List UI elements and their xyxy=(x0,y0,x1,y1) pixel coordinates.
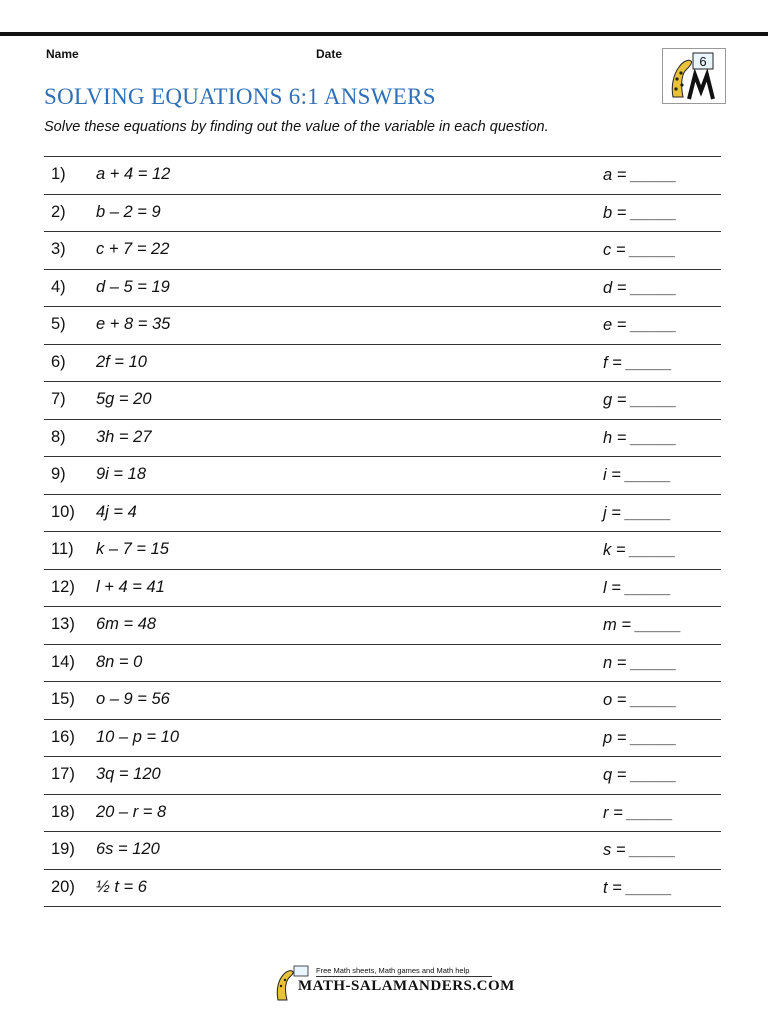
answer-blank: f = _____ xyxy=(603,353,673,372)
answer-blank: c = _____ xyxy=(603,241,676,259)
question-equation: 6s = 120 xyxy=(96,840,160,858)
page-title: SOLVING EQUATIONS 6:1 ANSWERS xyxy=(44,84,436,109)
answer-blank: q = _____ xyxy=(603,766,677,784)
answer-blank: g = _____ xyxy=(603,391,677,409)
question-equation: d – 5 = 19 xyxy=(96,277,170,296)
question-number: 20) xyxy=(51,877,75,896)
question-equation: 8n = 0 xyxy=(96,652,143,671)
question-row xyxy=(44,869,721,908)
question-number: 9) xyxy=(51,465,66,483)
question-row xyxy=(44,569,721,607)
question-equation: o – 9 = 56 xyxy=(96,690,170,708)
answer-blank: s = _____ xyxy=(603,841,676,859)
question-row xyxy=(44,231,721,269)
question-number: 8) xyxy=(51,427,66,446)
question-equation: 4j = 4 xyxy=(96,502,137,521)
question-number: 5) xyxy=(51,315,66,333)
question-row xyxy=(44,719,721,757)
question-row xyxy=(44,531,721,569)
question-row xyxy=(44,644,721,682)
question-equation: 3q = 120 xyxy=(96,765,161,783)
question-number: 11) xyxy=(51,540,74,558)
logo-grade: 6 xyxy=(699,54,707,69)
question-number: 3) xyxy=(51,240,66,258)
question-equation: ½ t = 6 xyxy=(96,877,147,896)
question-number: 12) xyxy=(51,577,75,596)
answer-blank: p = _____ xyxy=(603,728,677,747)
answer-blank: r = _____ xyxy=(603,803,674,822)
question-list xyxy=(44,156,721,907)
question-row xyxy=(44,831,721,869)
question-equation: 6m = 48 xyxy=(96,615,157,633)
question-number: 2) xyxy=(51,202,66,221)
footer-tagline: Free Math sheets, Math games and Math help xyxy=(316,966,470,975)
question-number: 18) xyxy=(51,802,75,821)
footer-site: MATH-SALAMANDERS.COM xyxy=(298,978,515,994)
question-number: 16) xyxy=(51,727,75,746)
question-number: 15) xyxy=(51,690,75,708)
footer-divider xyxy=(316,976,492,977)
question-row xyxy=(44,156,721,194)
question-equation: a + 4 = 12 xyxy=(96,165,171,183)
question-equation: 20 – r = 8 xyxy=(96,802,167,821)
question-row xyxy=(44,681,721,719)
answer-blank: b = _____ xyxy=(603,203,677,222)
top-rule xyxy=(0,32,768,36)
question-number: 7) xyxy=(51,390,66,408)
question-equation: l + 4 = 41 xyxy=(96,577,165,596)
answer-blank: e = _____ xyxy=(603,316,677,334)
question-row xyxy=(44,756,721,794)
question-row xyxy=(44,381,721,419)
question-number: 13) xyxy=(51,615,75,633)
answer-blank: a = _____ xyxy=(603,166,677,184)
question-number: 19) xyxy=(51,840,75,858)
question-row xyxy=(44,606,721,644)
answer-blank: l = _____ xyxy=(603,578,672,597)
answer-blank: h = _____ xyxy=(603,428,677,447)
question-number: 4) xyxy=(51,277,66,296)
question-number: 10) xyxy=(51,502,75,521)
question-equation: b – 2 = 9 xyxy=(96,202,161,221)
question-equation: e + 8 = 35 xyxy=(96,315,171,333)
answer-blank: j = _____ xyxy=(603,503,672,522)
question-number: 17) xyxy=(51,765,75,783)
question-equation: 3h = 27 xyxy=(96,427,152,446)
answer-blank: i = _____ xyxy=(603,466,672,484)
question-equation: 2f = 10 xyxy=(96,352,147,371)
question-equation: c + 7 = 22 xyxy=(96,240,170,258)
question-number: 1) xyxy=(51,165,66,183)
name-label: Name xyxy=(46,47,79,61)
question-equation: 9i = 18 xyxy=(96,465,146,483)
question-row xyxy=(44,794,721,832)
answer-blank: m = _____ xyxy=(603,616,682,634)
answer-blank: k = _____ xyxy=(603,541,676,559)
answer-blank: o = _____ xyxy=(603,691,677,709)
question-number: 6) xyxy=(51,352,66,371)
question-row xyxy=(44,269,721,307)
question-equation: 10 – p = 10 xyxy=(96,727,180,746)
answer-blank: d = _____ xyxy=(603,278,677,297)
question-row xyxy=(44,456,721,494)
date-label: Date xyxy=(316,47,343,61)
instructions: Solve these equations by finding out the value of the variable in each question. xyxy=(44,119,549,135)
question-row xyxy=(44,344,721,382)
question-equation: 5g = 20 xyxy=(96,390,152,408)
salamander-logo-icon xyxy=(663,49,725,103)
question-row xyxy=(44,306,721,344)
question-number: 14) xyxy=(51,652,75,671)
math-salamanders-logo xyxy=(662,48,726,104)
answer-blank: n = _____ xyxy=(603,653,677,672)
answer-blank: t = _____ xyxy=(603,878,673,897)
question-equation: k – 7 = 15 xyxy=(96,540,169,558)
question-row xyxy=(44,419,721,457)
question-row xyxy=(44,494,721,532)
footer-logo xyxy=(272,962,515,1002)
question-row xyxy=(44,194,721,232)
